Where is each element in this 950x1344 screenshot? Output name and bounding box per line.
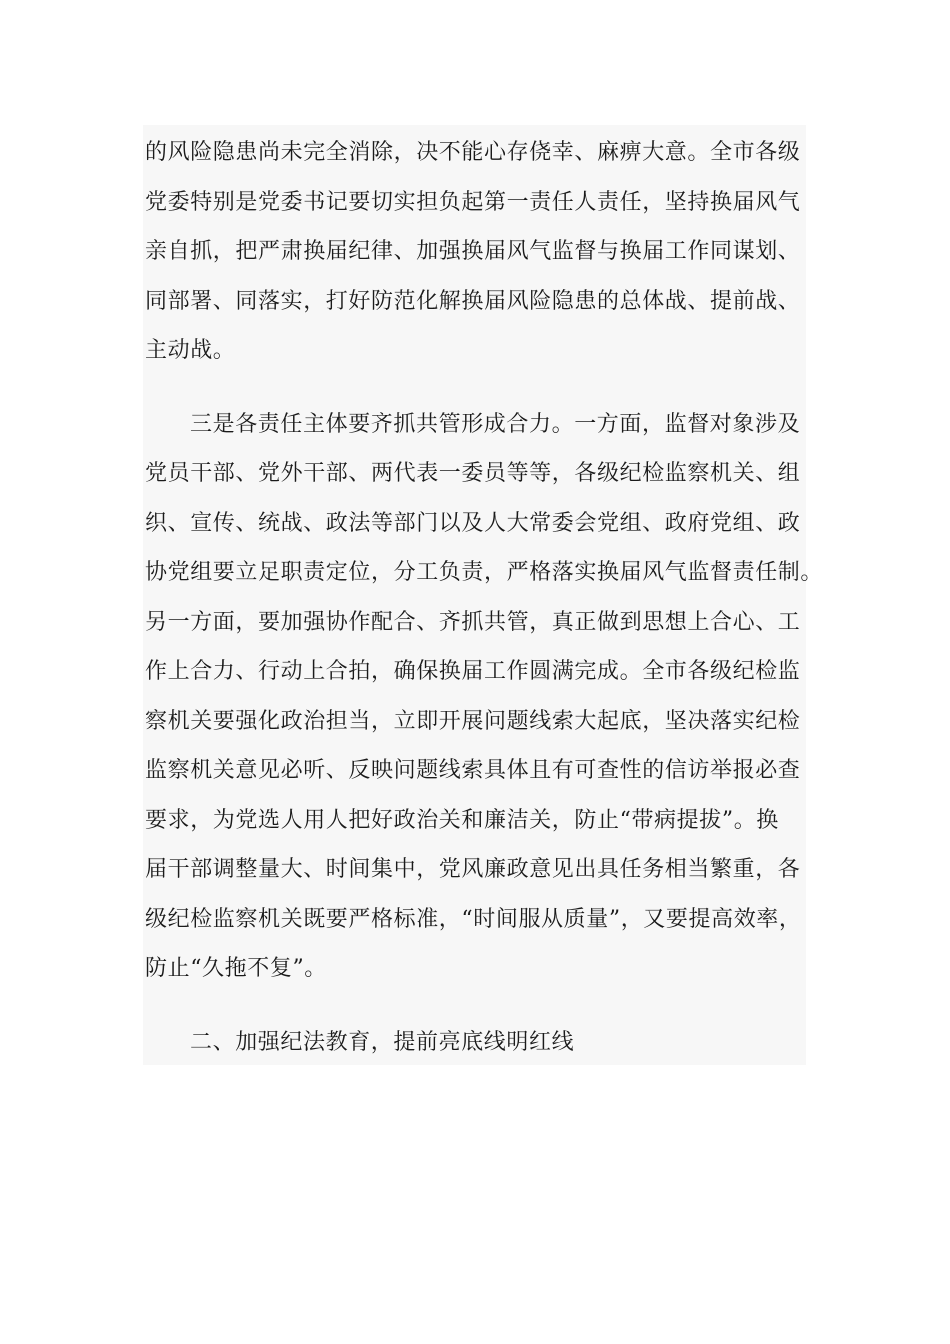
text-line: 的风险隐患尚未完全消除，决不能心存侥幸、麻痹大意。全市各级 <box>145 140 801 165</box>
text-line: 党员干部、党外干部、两代表一委员等等，各级纪检监察机关、组 <box>145 461 801 486</box>
text-line: 党委特别是党委书记要切实担负起第一责任人责任，坚持换届风气 <box>145 189 801 215</box>
text-line: 协党组要立足职责定位，分工负责，严格落实换届风气监督责任制。 <box>145 560 824 585</box>
text-line: 三是各责任主体要齐抓共管形成合力。一方面，监督对象涉及 <box>190 411 801 437</box>
paragraph-1 <box>145 128 825 376</box>
text-line: 同部署、同落实，打好防范化解换届风险隐患的总体战、提前战、 <box>145 288 801 314</box>
paragraph-2 <box>145 400 825 994</box>
text-line: 级纪检监察机关既要严格标准，“时间服从质量”，又要提高效率， <box>145 906 802 932</box>
text-line: 织、宣传、统战、政法等部门以及人大常委会党组、政府党组、政 <box>145 510 801 536</box>
text-line: 届干部调整量大、时间集中，党风廉政意见出具任务相当繁重，各 <box>145 857 801 882</box>
text-line: 另一方面，要加强协作配合、齐抓共管，真正做到思想上合心、工 <box>145 609 801 635</box>
text-line: 主动战。 <box>145 338 236 363</box>
section-heading: 二、加强纪法教育，提前亮底线明红线 <box>190 1029 575 1055</box>
text-line: 要求，为党选人用人把好政治关和廉洁关，防止“带病提拔”。换 <box>145 807 779 833</box>
document-content <box>145 128 825 1067</box>
text-line: 作上合力、行动上合拍，确保换届工作圆满完成。全市各级纪检监 <box>145 659 801 684</box>
text-line: 亲自抓，把严肃换届纪律、加强换届风气监督与换届工作同谋划、 <box>145 239 801 264</box>
text-line: 察机关要强化政治担当，立即开展问题线索大起底，坚决落实纪检 <box>145 708 801 734</box>
text-line: 监察机关意见必听、反映问题线索具体且有可查性的信访举报必查 <box>145 758 801 783</box>
text-line: 防止“久拖不复”。 <box>145 956 327 981</box>
